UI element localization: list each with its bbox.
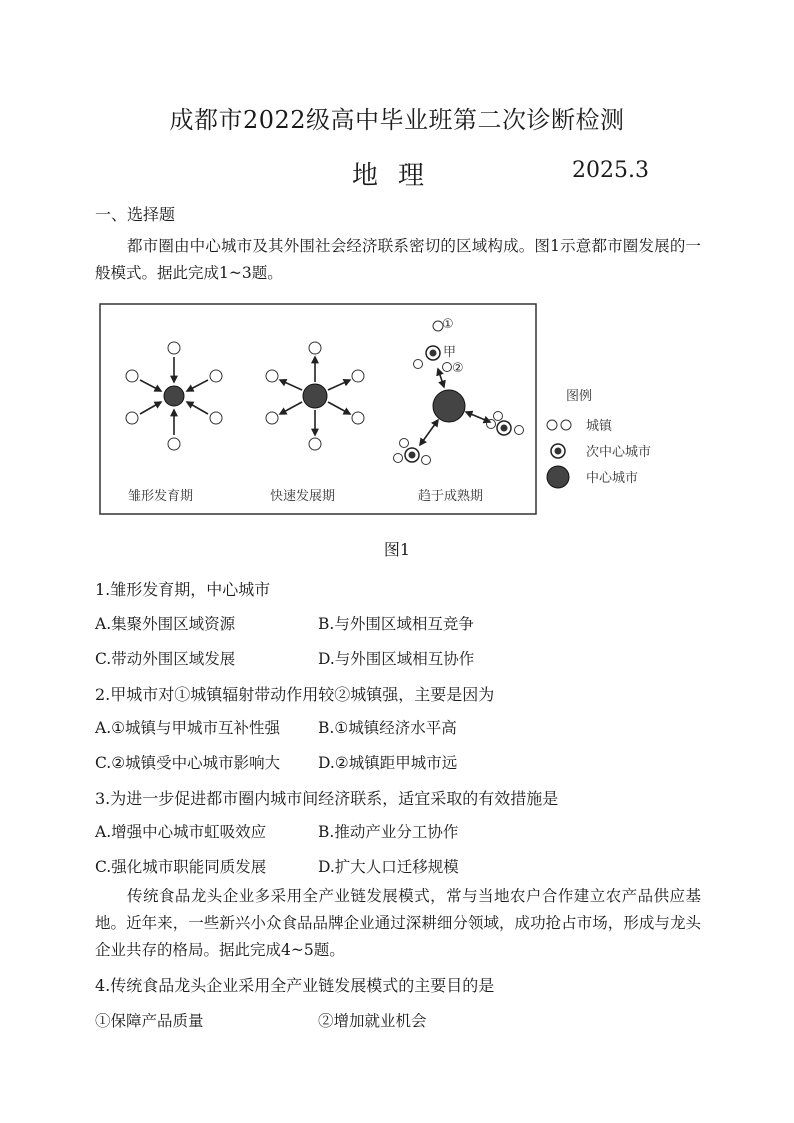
figure-frame [100, 304, 536, 514]
stage-3-diagram [394, 317, 524, 465]
q4-item-2: ②增加就业机会 [318, 1012, 427, 1030]
passage-1: 都市圈由中心城市及其外围社会经济联系密切的区域构成。图1示意都市圈发展的一般模式。据此完成1~3题。 [95, 237, 701, 282]
q1-option-c: C.带动外围区域发展 [95, 650, 236, 668]
stage-1-diagram [126, 342, 222, 450]
center-city [303, 384, 327, 408]
subject-heading: 地理 [352, 161, 445, 191]
legend-center-icon [547, 466, 569, 488]
legend-town-icon [547, 420, 557, 430]
question-3-stem: 3.为进一步促进都市圈内城市间经济联系，适宜采取的有效措施是 [95, 789, 559, 808]
label-jia: 甲 [443, 345, 457, 360]
question-4-stem: 4.传统食品龙头企业采用全产业链发展模式的主要目的是 [95, 976, 495, 995]
town [414, 360, 423, 369]
legend [547, 389, 651, 488]
q3-option-a: A.增强中心城市虹吸效应 [95, 823, 267, 841]
legend-sub-center-label: 次中心城市 [586, 445, 652, 460]
center-city [433, 390, 465, 422]
stage-2-label: 快速发展期 [270, 489, 336, 504]
legend-title: 图例 [566, 389, 593, 404]
legend-town-label: 城镇 [586, 419, 613, 434]
town [126, 412, 138, 424]
label-one: ① [442, 317, 454, 332]
town-2 [443, 363, 452, 372]
label-two: ② [452, 361, 464, 376]
town [210, 412, 222, 424]
figure-caption: 图1 [383, 540, 411, 559]
town [400, 439, 409, 448]
q4-item-1: ①保障产品质量 [95, 1012, 204, 1030]
q2-option-b: B.①城镇经济水平高 [318, 719, 457, 737]
q3-option-c: C.强化城市职能同质发展 [95, 858, 267, 876]
town [515, 426, 524, 435]
town [266, 370, 278, 382]
town [168, 438, 180, 450]
q2-option-a: A.①城镇与甲城市互补性强 [95, 719, 281, 737]
q2-option-c: C.②城镇受中心城市影响大 [95, 754, 281, 772]
passage-2: 传统食品龙头企业多采用全产业链发展模式，常与当地农户合作建立农产品供应基地。近年来，一些新兴小众食品品牌企业通过深耕细分领域，成功抢占市场，形成与龙头企业共存的格局。据此完成4~5题。 [95, 887, 701, 959]
exam-date: 2025.3 [572, 158, 649, 183]
town [494, 412, 503, 421]
q3-option-b: B.推动产业分工协作 [318, 823, 459, 841]
q1-option-d: D.与外围区域相互协作 [318, 650, 475, 668]
town [168, 342, 180, 354]
town [352, 370, 364, 382]
town [309, 342, 321, 354]
town [352, 412, 364, 424]
figure-1-diagram [96, 300, 666, 520]
town [126, 370, 138, 382]
town [210, 370, 222, 382]
town [266, 412, 278, 424]
question-1-stem: 1.雏形发育期，中心城市 [95, 580, 271, 599]
q1-option-b: B.与外围区域相互竞争 [318, 615, 474, 633]
town [394, 454, 403, 463]
exam-title: 成都市2022级高中毕业班第二次诊断检测 [169, 106, 625, 134]
stage-2-diagram [266, 342, 364, 450]
q1-option-a: A.集聚外围区域资源 [95, 615, 236, 633]
q2-option-d: D.②城镇距甲城市远 [318, 754, 458, 772]
town [309, 438, 321, 450]
stage-1-label: 雏形发育期 [128, 489, 194, 504]
q3-option-d: D.扩大人口迁移规模 [318, 858, 459, 876]
legend-center-label: 中心城市 [586, 471, 639, 486]
stage-3-label: 趋于成熟期 [418, 489, 484, 504]
question-2-stem: 2.甲城市对①城镇辐射带动作用较②城镇强，主要是因为 [95, 685, 495, 704]
center-city [164, 386, 184, 406]
section-heading: 一、选择题 [95, 205, 176, 224]
town [422, 456, 431, 465]
